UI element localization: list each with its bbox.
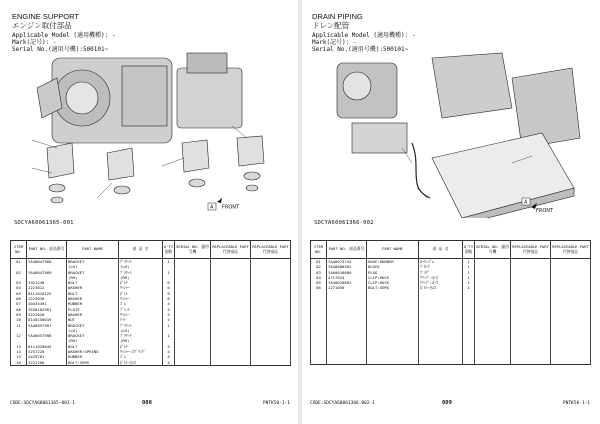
- qty-cell: 1: [463, 270, 475, 275]
- qty-cell: 1: [463, 275, 475, 280]
- item-no-cell: 02: [11, 270, 27, 275]
- part-name-jp-cell: ﾎﾞﾙﾄ:ｾﾑｽ: [419, 285, 463, 290]
- col-part-name: PART NAME: [67, 241, 119, 259]
- right-table-header-row: [311, 241, 591, 259]
- part-name-cell: BRACKET: [67, 270, 119, 275]
- part-name-jp-cell: ｸﾘｯﾌﾟ:ﾎｰｽ: [419, 275, 463, 280]
- right-title-en: DRAIN PIPING: [312, 12, 363, 21]
- part-no-cell: YA40047988: [27, 259, 67, 265]
- right-meta-serial: Serial No.(適用号機):500101~: [312, 46, 409, 53]
- item-no-cell: 16: [11, 360, 27, 366]
- part-no-cell: YA40057998: [27, 333, 67, 338]
- page-gutter: [298, 0, 302, 424]
- part-name-jp-cell: ﾜｯｼｬｰ: [119, 312, 163, 317]
- qty-cell: 8: [163, 291, 175, 296]
- item-no-cell: 13: [11, 344, 27, 349]
- part-no-cell: J222020: [27, 312, 67, 317]
- table-row: [11, 360, 291, 366]
- left-table-body: [11, 259, 291, 366]
- qty-cell: 1: [463, 259, 475, 265]
- part-name-jp-cell: ﾜｯｼｬｰ:ｽﾌﾟﾘﾝｸﾞ: [119, 349, 163, 354]
- col-serial-no: SERIAL NO. 適用号機: [475, 241, 511, 259]
- qty-cell: 4: [163, 349, 175, 354]
- col-part-name: PART NAME: [367, 241, 419, 259]
- part-name-jp-cell: (RH): [119, 275, 163, 280]
- qty-cell: 8: [163, 296, 175, 301]
- left-table-header-row: [11, 241, 291, 259]
- left-footer-code: CODE:SDCYA60061365-001-1: [10, 401, 76, 406]
- qty-cell: 2: [463, 285, 475, 290]
- part-name-jp-cell: ﾅｯﾄ: [119, 317, 163, 322]
- part-name-jp-cell: ﾌﾞﾗｹｯﾄ: [119, 323, 163, 328]
- part-name-cell: HOSE:RUBBER: [367, 259, 419, 265]
- replaceable-part-cell: [551, 360, 591, 365]
- item-no-cell: 11: [11, 323, 27, 328]
- right-catalog-page: [304, 8, 596, 416]
- part-name-jp-cell: ﾌﾞﾗｹｯﾄ: [119, 270, 163, 275]
- item-no-cell: 06: [11, 296, 27, 301]
- part-name-jp-cell: ｸﾘｯﾌﾟ:ﾎｰｽ: [419, 280, 463, 285]
- item-no-cell: 14: [11, 349, 27, 354]
- item-no-cell: 07: [11, 301, 27, 306]
- col-serial-no: SERIAL NO. 適用号機: [175, 241, 211, 259]
- right-callout-a: A: [524, 199, 528, 206]
- qty-cell: 4: [163, 307, 175, 312]
- qty-cell: 1: [163, 270, 175, 275]
- part-no-cell: 0140150016: [27, 317, 67, 322]
- qty-cell: 1: [463, 280, 475, 285]
- col-replaceable-2: REPLACEABLE PART 代替部品: [251, 241, 291, 259]
- part-name-jp-cell: ｺﾞﾑ: [119, 354, 163, 359]
- col-replaceable-1: REPLACEABLE PART 代替部品: [211, 241, 251, 259]
- part-no-cell: J271050: [327, 285, 367, 290]
- left-callout-a: A: [210, 204, 214, 211]
- engine-support-illustration: [12, 48, 288, 218]
- part-no-cell: J221200: [27, 360, 67, 366]
- part-name-jp-cell: ﾌﾞﾗｹｯﾄ: [119, 333, 163, 338]
- qty-cell: [463, 360, 475, 365]
- part-name-cell: RUBBER: [67, 301, 119, 306]
- part-name-jp-cell: ﾌﾞﾛｯｸ: [419, 264, 463, 269]
- qty-cell: 4: [163, 312, 175, 317]
- qty-cell: 4: [163, 354, 175, 359]
- left-page-number: 008: [142, 400, 152, 406]
- right-front-label: FRONT: [536, 208, 554, 214]
- part-name-cell: BOLT:SEMS: [67, 360, 119, 366]
- table-row: [311, 360, 591, 365]
- part-name-cell: BLOCK: [367, 264, 419, 269]
- left-meta-model: Applicable Model (適用機種): -: [12, 32, 116, 39]
- part-name-jp-cell: (LH): [119, 328, 163, 333]
- left-footer-ref: PNTK50-1-1: [262, 401, 290, 406]
- part-name-jp-cell: ﾌﾟﾚｰﾄ: [119, 307, 163, 312]
- serial-no-cell: [175, 360, 211, 366]
- qty-cell: 6: [163, 280, 175, 285]
- left-parts-table: [10, 240, 291, 366]
- part-name-cell: BOLT: [67, 280, 119, 285]
- part-no-cell: YA40047989: [27, 270, 67, 275]
- qty-cell: 6: [163, 285, 175, 290]
- qty-cell: 4: [163, 344, 175, 349]
- right-table-body: [311, 259, 591, 365]
- replaceable-part-cell: [251, 360, 291, 366]
- right-title-jp: ドレン配管: [312, 21, 350, 30]
- engine-exploded-view: [12, 48, 288, 218]
- item-no-cell: 01: [311, 259, 327, 265]
- part-no-cell: 4429781: [27, 354, 67, 359]
- replaceable-part-cell: [211, 360, 251, 366]
- part-name-cell: PLATE: [67, 307, 119, 312]
- col-part-name-jp: 部 品 名: [419, 241, 463, 259]
- qty-cell: 1: [163, 333, 175, 338]
- right-parts-table: [310, 240, 591, 365]
- left-page-header: [12, 12, 212, 53]
- part-name-cell: WASHER:SPRING: [67, 349, 119, 354]
- right-page-header: [312, 12, 512, 53]
- item-no-cell: 10: [11, 317, 27, 322]
- item-no-cell: 01: [11, 259, 27, 265]
- part-name-cell: WASHER: [67, 285, 119, 290]
- part-name-cell: BRACKET: [67, 333, 119, 338]
- right-page-number: 009: [442, 400, 452, 406]
- item-no-cell: 03: [11, 280, 27, 285]
- left-meta-serial: Serial No.(適用号機):500101~: [12, 46, 109, 53]
- col-qty: Q'TY 個数: [463, 241, 475, 259]
- item-no-cell: 04: [311, 275, 327, 280]
- qty-cell: 1: [463, 264, 475, 269]
- part-no-cell: 4717624: [327, 275, 367, 280]
- left-figure-code: SDCYA60061365-001: [14, 220, 74, 226]
- item-no-cell: 08: [11, 307, 27, 312]
- part-name-jp-cell: ﾜｯｼｬｰ: [119, 285, 163, 290]
- left-title-jp: エンジン取付部品: [12, 21, 72, 30]
- drain-exploded-view: [312, 48, 588, 218]
- part-name-cell: (LH): [67, 264, 119, 269]
- part-name-cell: [367, 360, 419, 365]
- col-part-name-jp: 部 品 名: [119, 241, 163, 259]
- part-no-cell: [327, 360, 367, 365]
- part-name-jp-cell: (LH): [119, 264, 163, 269]
- item-no-cell: 06: [311, 285, 327, 290]
- part-no-cell: J223016: [27, 296, 67, 301]
- qty-cell: 4: [163, 301, 175, 306]
- left-meta-mark: Mark(記号): -: [12, 39, 57, 46]
- part-no-cell: YA60016680: [327, 270, 367, 275]
- item-no-cell: 09: [11, 312, 27, 317]
- part-no-cell: YA40073742: [327, 259, 367, 265]
- col-part-no: PART NO. 部品番号: [27, 241, 67, 259]
- left-catalog-page: [4, 8, 296, 416]
- col-part-no: PART NO. 部品番号: [327, 241, 367, 259]
- part-name-jp-cell: ﾌﾞﾗｹｯﾄ: [119, 259, 163, 265]
- left-title-en: ENGINE SUPPORT: [12, 12, 79, 21]
- part-name-cell: WASHER: [67, 312, 119, 317]
- part-name-jp-cell: [419, 360, 463, 365]
- col-qty: Q'TY 個数: [163, 241, 175, 259]
- qty-cell: 4: [163, 317, 175, 322]
- part-no-cell: 0111620845: [27, 344, 67, 349]
- part-name-cell: BOLT: [67, 291, 119, 296]
- item-no-cell: 05: [311, 280, 327, 285]
- item-no-cell: 04: [11, 285, 27, 290]
- part-no-cell: YA40008562: [327, 264, 367, 269]
- part-name-cell: (RH): [67, 275, 119, 280]
- item-no-cell: [311, 360, 327, 365]
- part-name-cell: BOLT:SEMS: [367, 285, 419, 290]
- replaceable-part-cell: [511, 360, 551, 365]
- part-name-cell: PLUG: [367, 270, 419, 275]
- part-name-jp-cell: ﾎﾞﾙﾄ: [119, 344, 163, 349]
- drain-piping-illustration: [312, 48, 588, 218]
- item-no-cell: 12: [11, 333, 27, 338]
- item-no-cell: 05: [11, 291, 27, 296]
- serial-no-cell: [475, 360, 511, 365]
- part-name-cell: CLIP:HOSE: [367, 280, 419, 285]
- right-footer-code: CODE:SDCYA60061366-002-1: [310, 401, 376, 406]
- part-name-cell: BRACKET: [67, 259, 119, 265]
- part-name-jp-cell: ｺﾞﾑ: [119, 301, 163, 306]
- part-name-cell: BOLT: [67, 344, 119, 349]
- item-no-cell: 02: [311, 264, 327, 269]
- qty-cell: 1: [163, 323, 175, 328]
- part-no-cell: YA40057997: [27, 323, 67, 328]
- part-no-cell: J257220: [27, 349, 67, 354]
- part-name-cell: BRACKET: [67, 323, 119, 328]
- right-meta-mark: Mark(記号): -: [312, 39, 357, 46]
- part-no-cell: YA40016692: [327, 280, 367, 285]
- part-name-jp-cell: ﾌﾟﾗｸﾞ: [419, 270, 463, 275]
- part-no-cell: Y630102561: [27, 307, 67, 312]
- part-name-jp-cell: (RH): [119, 338, 163, 343]
- left-front-label: FRONT: [222, 204, 240, 211]
- right-figure-code: SDCYA60061366-002: [314, 220, 374, 226]
- part-name-jp-cell: ﾜｯｼｬｰ: [119, 296, 163, 301]
- part-no-cell: J921240: [27, 280, 67, 285]
- part-no-cell: J223012: [27, 285, 67, 290]
- part-name-cell: RUBBER: [67, 354, 119, 359]
- item-no-cell: 15: [11, 354, 27, 359]
- part-no-cell: 40434491: [27, 301, 67, 306]
- part-name-jp-cell: ﾎｰｽ:ｺﾞﾑ: [419, 259, 463, 265]
- right-footer-ref: PNTK50-1-1: [562, 401, 590, 406]
- part-name-cell: NUT: [67, 317, 119, 322]
- part-no-cell: 0111610125: [27, 291, 67, 296]
- col-replaceable-2: REPLACEABLE PART 代替部品: [551, 241, 591, 259]
- part-name-cell: CLIP:HOSE: [367, 275, 419, 280]
- part-name-cell: (RH): [67, 338, 119, 343]
- item-no-cell: 03: [311, 270, 327, 275]
- part-name-jp-cell: ﾎﾞﾙﾄ: [119, 280, 163, 285]
- part-name-cell: (LH): [67, 328, 119, 333]
- part-name-jp-cell: ﾎﾞﾙﾄ: [119, 291, 163, 296]
- col-replaceable-1: REPLACEABLE PART 代替部品: [511, 241, 551, 259]
- right-meta-model: Applicable Model (適用機種): -: [312, 32, 416, 39]
- part-name-jp-cell: ﾎﾞﾙﾄ:ｾﾑｽ: [119, 360, 163, 366]
- qty-cell: 1: [163, 259, 175, 265]
- qty-cell: 4: [163, 360, 175, 366]
- col-item-no: ITEM NO.: [11, 241, 27, 259]
- part-name-cell: WASHER: [67, 296, 119, 301]
- col-item-no: ITEM NO.: [311, 241, 327, 259]
